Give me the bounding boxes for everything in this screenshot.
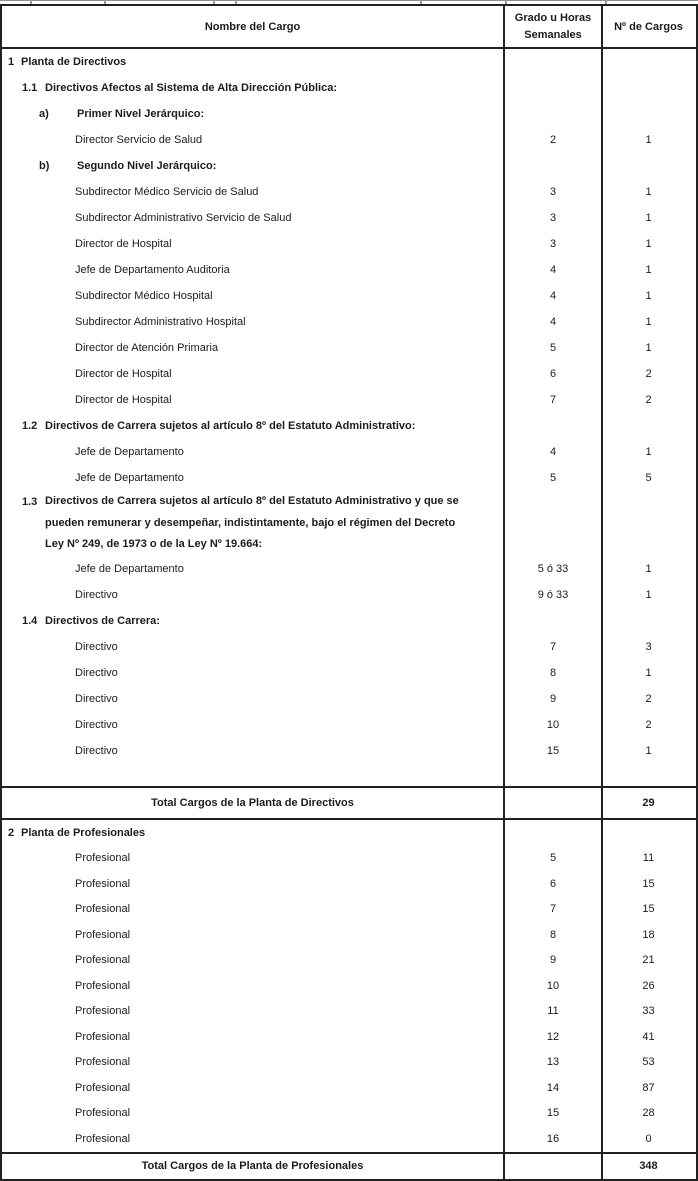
grade-cell: 7 bbox=[505, 634, 603, 660]
grade-cell: 5 bbox=[505, 846, 603, 872]
header-grade-line1: Grado u Horas bbox=[514, 11, 592, 24]
grade-cell bbox=[505, 788, 603, 818]
position-name: Director de Hospital bbox=[75, 368, 172, 380]
position-name-cell bbox=[2, 608, 505, 634]
section-number: 1.3 bbox=[22, 496, 38, 508]
grade-cell: 6 bbox=[505, 361, 603, 387]
position-name-cell bbox=[2, 231, 505, 257]
grade-cell: 7 bbox=[505, 897, 603, 923]
section-title: Directivos Afectos al Sistema de Alta Dirección Pública: bbox=[45, 82, 338, 94]
count-cell: 1 bbox=[645, 134, 652, 146]
grade-cell: 16 bbox=[505, 1126, 603, 1152]
position-name: Subdirector Administrativo Hospital bbox=[75, 316, 246, 328]
grade-cell: 3 bbox=[505, 231, 603, 257]
grade-cell bbox=[505, 608, 603, 634]
count-cell: 53 bbox=[642, 1056, 655, 1069]
top-edge-tick bbox=[605, 0, 607, 4]
staffing-table bbox=[0, 4, 698, 1181]
position-name-cell bbox=[2, 1101, 505, 1127]
count-cell: 1 bbox=[645, 212, 652, 224]
count-cell: 1 bbox=[645, 667, 652, 679]
grade-cell: 12 bbox=[505, 1024, 603, 1050]
header-grade-line2: Semanales bbox=[524, 28, 582, 41]
section-number: 1.2 bbox=[22, 420, 38, 432]
count-cell: 28 bbox=[642, 1107, 655, 1120]
section-1-rows bbox=[2, 49, 696, 786]
position-name: Subdirector Médico Servicio de Salud bbox=[75, 186, 259, 198]
header-count: Nº de Cargos bbox=[614, 20, 683, 33]
position-name: Subdirector Médico Hospital bbox=[75, 290, 213, 302]
count-cell bbox=[603, 608, 694, 634]
count-cell: 1 bbox=[645, 186, 652, 198]
section-title: Planta de Profesionales bbox=[21, 826, 146, 839]
table-row bbox=[2, 712, 696, 738]
count-cell: 5 bbox=[645, 472, 652, 484]
position-name: Jefe de Departamento bbox=[75, 472, 184, 484]
count-cell: 15 bbox=[642, 903, 655, 916]
count-cell: 11 bbox=[642, 852, 655, 865]
position-name: Jefe de Departamento bbox=[75, 563, 184, 575]
section-title: Primer Nivel Jerárquico: bbox=[77, 108, 205, 120]
position-name: Directivo bbox=[75, 693, 118, 705]
position-name: Director de Hospital bbox=[75, 238, 172, 250]
count-cell: 21 bbox=[642, 954, 655, 967]
grade-cell: 13 bbox=[505, 1050, 603, 1076]
table-row bbox=[2, 413, 696, 439]
position-name-cell bbox=[2, 738, 505, 764]
top-edge-tick bbox=[235, 0, 237, 4]
count-cell bbox=[603, 49, 694, 75]
position-name: Profesional bbox=[75, 1081, 131, 1094]
count-cell: 33 bbox=[642, 1005, 655, 1018]
position-name: Profesional bbox=[75, 852, 131, 865]
spacer-row bbox=[2, 764, 696, 786]
table-row bbox=[2, 556, 696, 582]
position-name: Jefe de Departamento Auditoria bbox=[75, 264, 230, 276]
count-cell bbox=[603, 491, 694, 556]
grade-cell: 8 bbox=[505, 922, 603, 948]
position-name-cell bbox=[2, 283, 505, 309]
position-name: Profesional bbox=[75, 1107, 131, 1120]
grade-cell: 4 bbox=[505, 309, 603, 335]
top-edge-tick bbox=[420, 0, 422, 4]
position-name: Profesional bbox=[75, 1056, 131, 1069]
grade-cell: 14 bbox=[505, 1075, 603, 1101]
grade-cell: 6 bbox=[505, 871, 603, 897]
section-number: 1.1 bbox=[22, 82, 38, 94]
table-row bbox=[2, 846, 696, 872]
count-cell: 2 bbox=[645, 368, 652, 380]
position-name: Directivo bbox=[75, 641, 118, 653]
position-name-cell bbox=[2, 439, 505, 465]
position-name-cell bbox=[2, 999, 505, 1025]
table-row bbox=[2, 335, 696, 361]
grade-cell: 11 bbox=[505, 999, 603, 1025]
grade-cell: 9 bbox=[505, 948, 603, 974]
grade-cell: 4 bbox=[505, 439, 603, 465]
position-name-cell bbox=[2, 1050, 505, 1076]
position-name-cell bbox=[2, 101, 505, 127]
position-name: Directivo bbox=[75, 667, 118, 679]
table-row bbox=[2, 634, 696, 660]
position-name: Jefe de Departamento bbox=[75, 446, 184, 458]
position-name: Profesional bbox=[75, 903, 131, 916]
count-cell bbox=[603, 764, 694, 786]
position-name-cell bbox=[2, 205, 505, 231]
position-name: Directivo bbox=[75, 719, 118, 731]
position-name: Director de Atención Primaria bbox=[75, 342, 219, 354]
position-name-cell bbox=[2, 491, 505, 556]
position-name-cell bbox=[2, 49, 505, 75]
grade-cell: 3 bbox=[505, 179, 603, 205]
section-number: 1 bbox=[8, 56, 15, 68]
count-cell: 41 bbox=[642, 1030, 655, 1043]
position-name-cell bbox=[2, 153, 505, 179]
count-cell: 0 bbox=[645, 1132, 652, 1145]
table-row bbox=[2, 49, 696, 75]
position-name-cell bbox=[2, 257, 505, 283]
position-name-cell bbox=[2, 127, 505, 153]
total-count: 29 bbox=[642, 797, 655, 809]
position-name-cell bbox=[2, 309, 505, 335]
table-row bbox=[2, 686, 696, 712]
position-name-cell bbox=[2, 948, 505, 974]
grade-cell bbox=[505, 764, 603, 786]
position-name: Profesional bbox=[75, 1005, 131, 1018]
grade-cell: 15 bbox=[505, 738, 603, 764]
table-row bbox=[2, 922, 696, 948]
count-cell: 2 bbox=[645, 394, 652, 406]
position-name-cell bbox=[2, 556, 505, 582]
table-row bbox=[2, 491, 696, 556]
table-row bbox=[2, 283, 696, 309]
grade-cell: 10 bbox=[505, 973, 603, 999]
grade-cell bbox=[505, 75, 603, 101]
count-cell bbox=[603, 820, 694, 846]
section-number: a) bbox=[39, 108, 49, 120]
section-title: Directivos de Carrera sujetos al artículo 8º del Estatuto Administrativo: bbox=[45, 420, 416, 432]
position-name-cell bbox=[2, 75, 505, 101]
grade-cell bbox=[505, 101, 603, 127]
position-name: Director Servicio de Salud bbox=[75, 134, 203, 146]
position-name-cell bbox=[2, 1024, 505, 1050]
position-name-cell bbox=[2, 465, 505, 491]
position-name-cell bbox=[2, 1126, 505, 1152]
table-row bbox=[2, 101, 696, 127]
position-name-cell bbox=[2, 413, 505, 439]
count-cell bbox=[603, 101, 694, 127]
total-count: 348 bbox=[639, 1160, 658, 1172]
count-cell: 1 bbox=[645, 589, 652, 601]
position-name: Profesional bbox=[75, 877, 131, 890]
count-cell: 1 bbox=[645, 342, 652, 354]
count-cell: 1 bbox=[645, 264, 652, 276]
grade-cell bbox=[505, 820, 603, 846]
position-name: Profesional bbox=[75, 1030, 131, 1043]
position-name-cell bbox=[2, 820, 505, 846]
position-name-cell bbox=[2, 335, 505, 361]
section-title-multiline bbox=[45, 491, 459, 556]
position-name-cell bbox=[2, 686, 505, 712]
count-cell: 1 bbox=[645, 238, 652, 250]
section-title: Segundo Nivel Jerárquico: bbox=[77, 160, 217, 172]
count-cell: 1 bbox=[645, 316, 652, 328]
grade-cell: 9 ó 33 bbox=[505, 582, 603, 608]
table-row bbox=[2, 820, 696, 846]
count-cell: 26 bbox=[642, 979, 655, 992]
position-name-cell bbox=[2, 634, 505, 660]
table-row bbox=[2, 582, 696, 608]
grade-cell: 4 bbox=[505, 257, 603, 283]
table-row bbox=[2, 897, 696, 923]
count-cell: 1 bbox=[645, 446, 652, 458]
count-cell bbox=[603, 413, 694, 439]
total-label: Total Cargos de la Planta de Directivos bbox=[2, 788, 505, 818]
table-row bbox=[2, 309, 696, 335]
grade-cell bbox=[505, 153, 603, 179]
table-row bbox=[2, 871, 696, 897]
section-number: 1.4 bbox=[22, 615, 38, 627]
section-title: Directivos de Carrera: bbox=[45, 615, 160, 627]
position-name: Profesional bbox=[75, 1132, 131, 1145]
position-name-cell bbox=[2, 922, 505, 948]
grade-cell: 5 bbox=[505, 335, 603, 361]
grade-cell: 7 bbox=[505, 387, 603, 413]
table-row bbox=[2, 75, 696, 101]
table-row bbox=[2, 153, 696, 179]
grade-cell: 5 bbox=[505, 465, 603, 491]
count-cell: 15 bbox=[642, 877, 655, 890]
position-name-cell bbox=[2, 361, 505, 387]
grade-cell bbox=[505, 413, 603, 439]
count-cell: 18 bbox=[642, 928, 655, 941]
position-name-cell bbox=[2, 387, 505, 413]
total-row-profesionales bbox=[2, 1152, 696, 1179]
top-edge-artifact bbox=[0, 0, 698, 4]
section-title: Planta de Directivos bbox=[21, 56, 127, 68]
count-cell: 1 bbox=[645, 563, 652, 575]
grade-cell bbox=[505, 49, 603, 75]
table-row bbox=[2, 127, 696, 153]
table-header-row bbox=[2, 6, 696, 49]
position-name-cell bbox=[2, 1075, 505, 1101]
section-2-rows bbox=[2, 820, 696, 1152]
table-row bbox=[2, 1024, 696, 1050]
position-name-cell bbox=[2, 660, 505, 686]
position-name-cell bbox=[2, 712, 505, 738]
position-name-cell bbox=[2, 897, 505, 923]
section-title-line: Ley Nº 249, de 1973 o de la Ley Nº 19.664: bbox=[45, 538, 263, 551]
table-row bbox=[2, 231, 696, 257]
table-row bbox=[2, 179, 696, 205]
table-row bbox=[2, 1101, 696, 1127]
grade-cell: 5 ó 33 bbox=[505, 556, 603, 582]
grade-cell: 2 bbox=[505, 127, 603, 153]
count-cell: 2 bbox=[645, 719, 652, 731]
grade-cell: 4 bbox=[505, 283, 603, 309]
section-title-line: pueden remunerar y desempeñar, indistintamente, bajo el régimen del Decreto bbox=[45, 516, 456, 529]
table-row bbox=[2, 660, 696, 686]
count-cell bbox=[603, 75, 694, 101]
count-cell: 1 bbox=[645, 290, 652, 302]
section-number: 2 bbox=[8, 826, 15, 839]
position-name: Profesional bbox=[75, 979, 131, 992]
table-row bbox=[2, 608, 696, 634]
header-position-name: Nombre del Cargo bbox=[2, 6, 505, 47]
grade-cell bbox=[505, 491, 603, 556]
grade-cell: 9 bbox=[505, 686, 603, 712]
position-name-cell bbox=[2, 973, 505, 999]
top-edge-tick bbox=[505, 0, 507, 4]
position-name-cell bbox=[2, 764, 505, 786]
table-row bbox=[2, 257, 696, 283]
position-name: Director de Hospital bbox=[75, 394, 172, 406]
table-row bbox=[2, 465, 696, 491]
position-name-cell bbox=[2, 582, 505, 608]
position-name: Profesional bbox=[75, 928, 131, 941]
total-row-directivos bbox=[2, 786, 696, 820]
section-title-line: Directivos de Carrera sujetos al artículo 8º del Estatuto Administrativo y que se bbox=[45, 495, 459, 508]
table-row bbox=[2, 999, 696, 1025]
table-row bbox=[2, 1075, 696, 1101]
table-row bbox=[2, 948, 696, 974]
header-grade-hours bbox=[505, 6, 603, 47]
table-row bbox=[2, 1050, 696, 1076]
grade-cell bbox=[505, 1154, 603, 1179]
count-cell: 3 bbox=[645, 641, 652, 653]
table-row bbox=[2, 973, 696, 999]
table-row bbox=[2, 738, 696, 764]
top-edge-tick bbox=[30, 0, 32, 4]
table-row bbox=[2, 1126, 696, 1152]
position-name-cell bbox=[2, 179, 505, 205]
grade-cell: 10 bbox=[505, 712, 603, 738]
grade-cell: 3 bbox=[505, 205, 603, 231]
table-row bbox=[2, 439, 696, 465]
count-cell bbox=[603, 153, 694, 179]
position-name-cell bbox=[2, 871, 505, 897]
section-number: b) bbox=[39, 160, 50, 172]
position-name: Directivo bbox=[75, 589, 118, 601]
table-row bbox=[2, 387, 696, 413]
top-edge-tick bbox=[213, 0, 215, 4]
position-name: Directivo bbox=[75, 745, 118, 757]
grade-cell: 8 bbox=[505, 660, 603, 686]
table-row bbox=[2, 361, 696, 387]
total-label: Total Cargos de la Planta de Profesionales bbox=[2, 1154, 505, 1179]
top-edge-tick bbox=[104, 0, 106, 4]
position-name-cell bbox=[2, 846, 505, 872]
position-name: Profesional bbox=[75, 954, 131, 967]
grade-cell: 15 bbox=[505, 1101, 603, 1127]
position-name: Subdirector Administrativo Servicio de Salud bbox=[75, 212, 292, 224]
count-cell: 87 bbox=[642, 1081, 655, 1094]
count-cell: 2 bbox=[645, 693, 652, 705]
table-row bbox=[2, 205, 696, 231]
count-cell: 1 bbox=[645, 745, 652, 757]
